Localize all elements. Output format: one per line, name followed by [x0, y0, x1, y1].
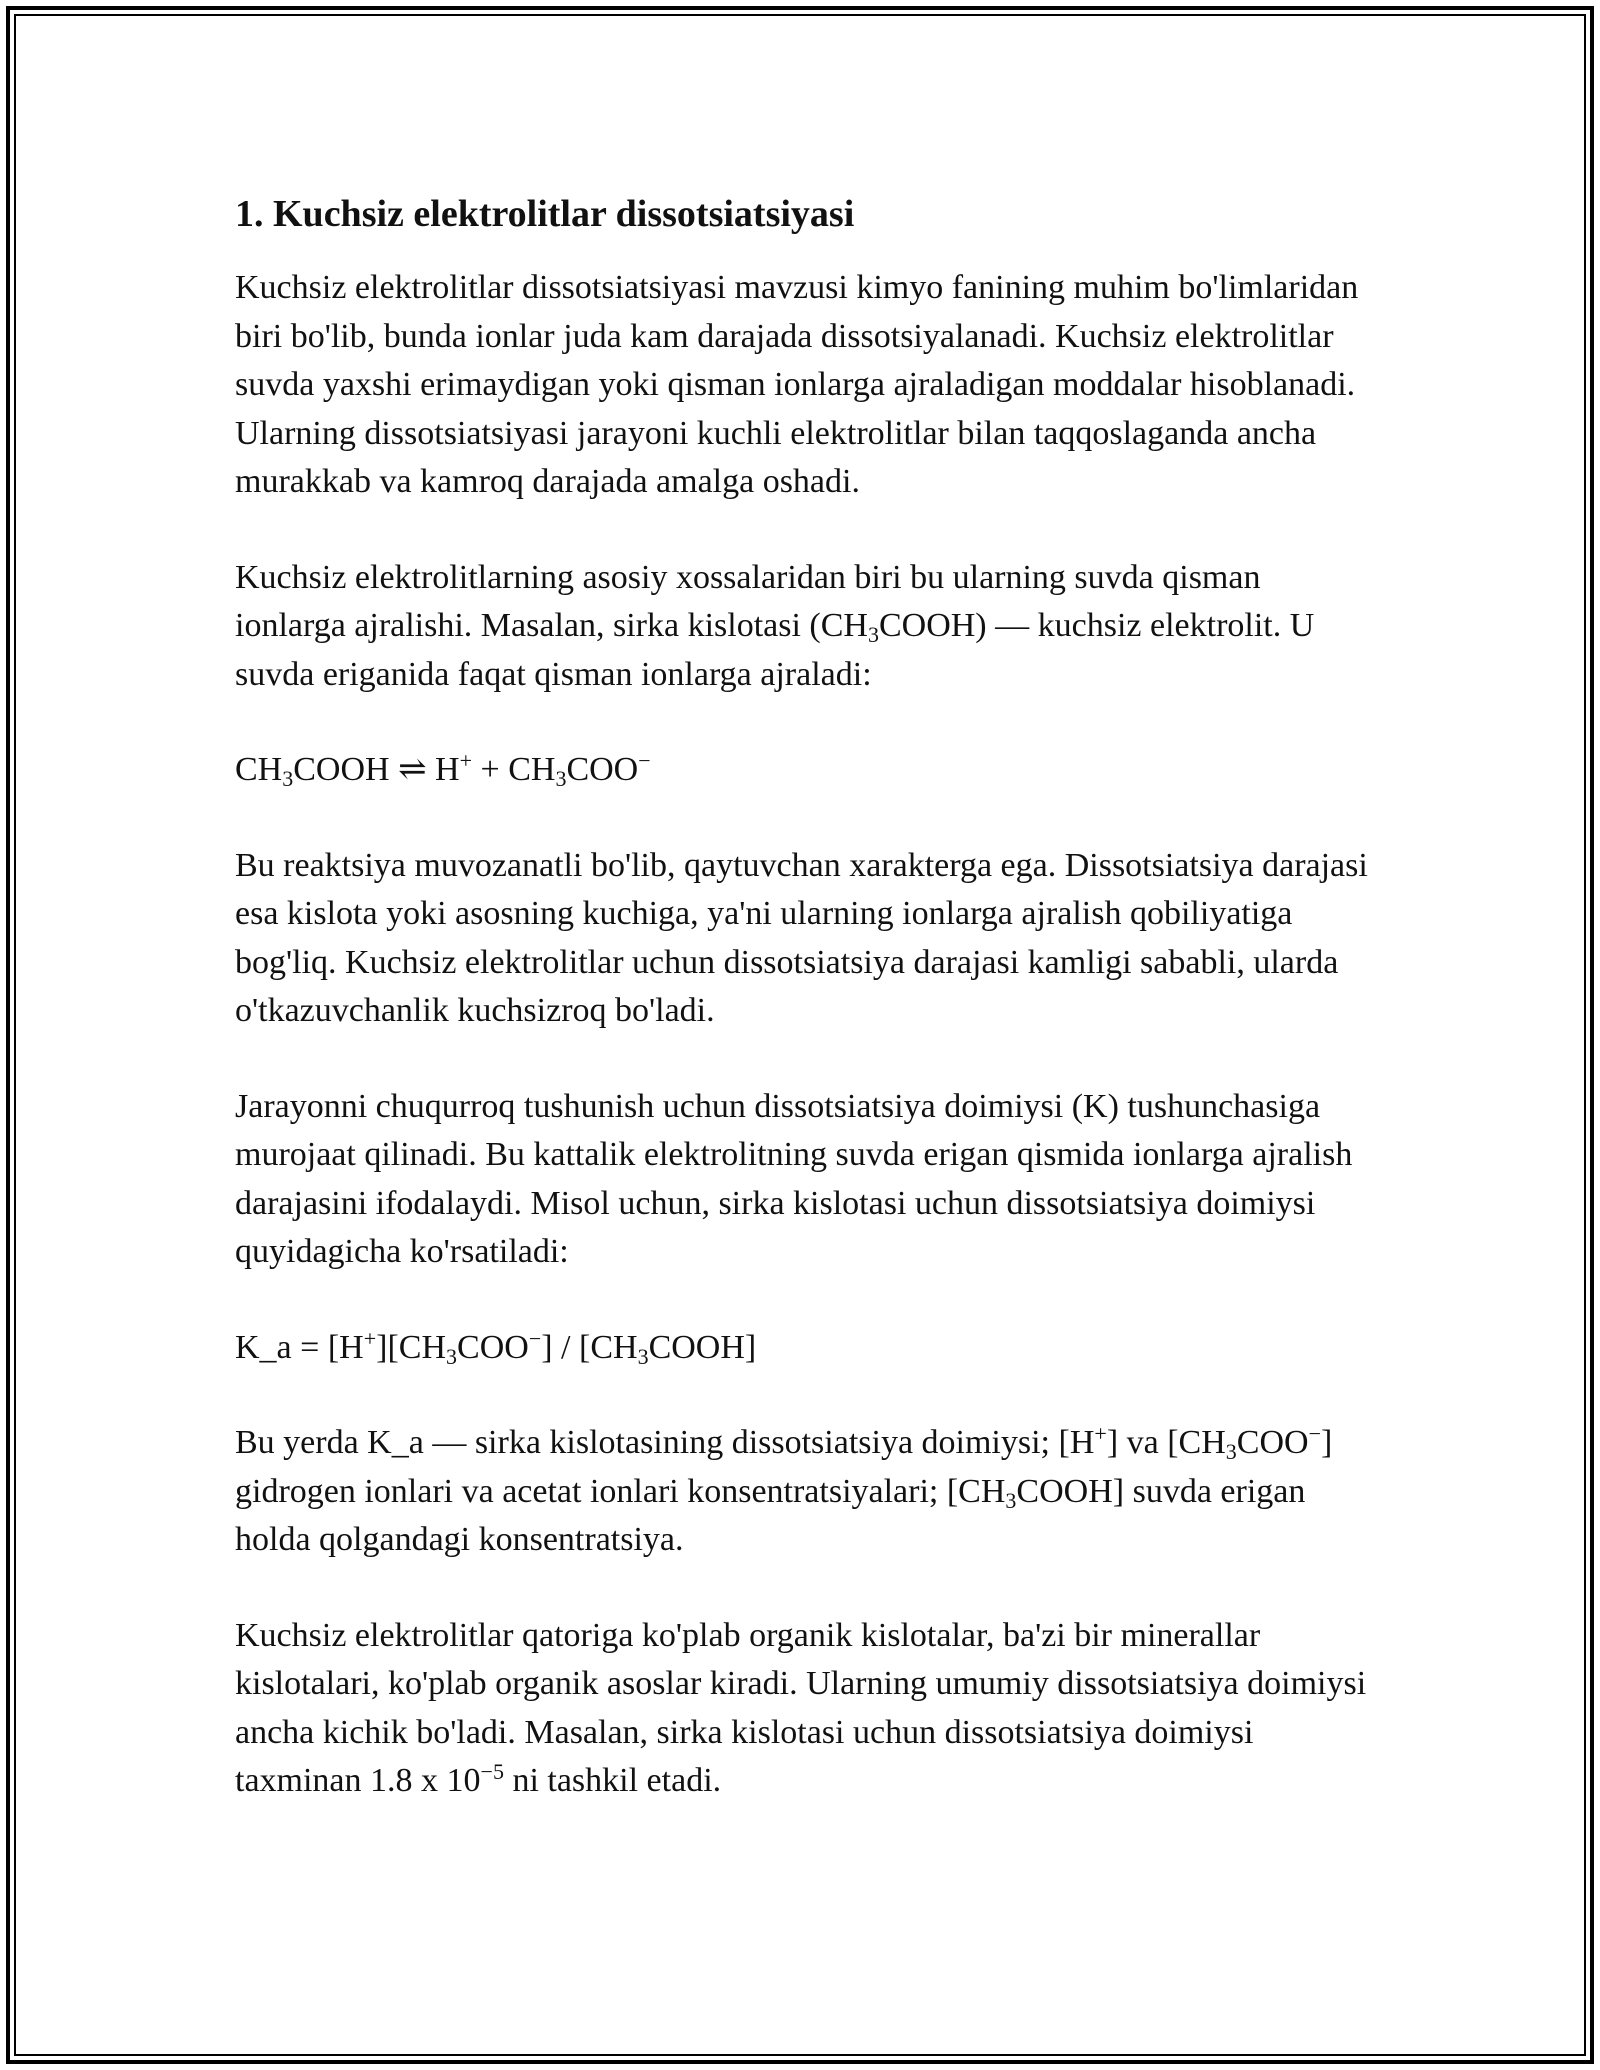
document-body	[235, 186, 1375, 1853]
dissociation-equation: $CH_3COOH$ ⇌ $H^+ + CH_3COO^-$	[235, 748, 651, 791]
paragraph-constant: Jarayonni chuqurroq tushunish uchun dissotsiatsiya doimiysi (K) tushunchasiga murojaat qilinadi. Bu kattalik elektrolitning suvda erigan qismida ionlarga ajralish darajasini ifodalaydi. Misol uchun, sirka kislotasi uchun dissotsiatsiya doimiysi quyidagicha ko'rsatiladi:	[235, 1087, 1353, 1270]
paragraph-properties: Kuchsiz elektrolitlarning asosiy xossalaridan biri bu ularning suvda qisman ionlarga ajralishi. Masalan, sirka kislotasi $(CH_3COOH)$ — kuchsiz elektrolit. U suvda eriganida faqat qisman ionlarga ajraladi:	[235, 558, 1315, 693]
paragraph-examples: Kuchsiz elektrolitlar qatoriga ko'plab organik kislotalar, ba'zi bir minerallar kislotalari, ko'plab organik asoslar kiradi. Ularning umumiy dissotsiatsiya doimiysi ancha kichik bo'ladi. Masalan, sirka kislotasi uchun dissotsiatsiya doimiysi taxminan 1.8 x $10^{-5}$ ni tashkil etadi.	[235, 1616, 1367, 1799]
constant-equation: K_a = $[H^+][CH_3COO^-]$ / $[CH_3COOH]$	[235, 1325, 757, 1369]
paragraph-intro: Kuchsiz elektrolitlar dissotsiatsiyasi mavzusi kimyo fanining muhim bo'limlaridan biri bo'lib, bunda ionlar juda kam darajada dissotsiyalanadi. Kuchsiz elektrolitlar suvda yaxshi erimaydigan yoki qisman ionlarga ajraladigan moddalar hisoblanadi. Ularning dissotsiatsiyasi jarayoni kuchli elektrolitlar bilan taqqoslaganda ancha murakkab va kamroq darajada amalga oshadi.	[235, 269, 1359, 500]
paragraph-equilibrium: Bu reaktsiya muvozanatli bo'lib, qaytuvchan xarakterga ega. Dissotsiatsiya darajasi esa kislota yoki asosning kuchiga, ya'ni ularning ionlarga ajralish qobiliyatiga bog'liq. Kuchsiz elektrolitlar uchun dissotsiatsiya darajasi kamligi sababli, ularda o'tkazuvchanlik kuchsizroq bo'ladi.	[235, 846, 1368, 1029]
section-heading: 1. Kuchsiz elektrolitlar dissotsiatsiyasi	[235, 193, 855, 235]
paragraph-explanation: Bu yerda K_a — sirka kislotasining dissotsiatsiya doimiysi; [H+] va $[CH_3COO^-]$ gidrogen ionlari va acetat ionlari konsentratsiyalari; $[CH_3COOH]$ suvda erigan holda qolgandagi konsentratsiya.	[235, 1421, 1333, 1558]
